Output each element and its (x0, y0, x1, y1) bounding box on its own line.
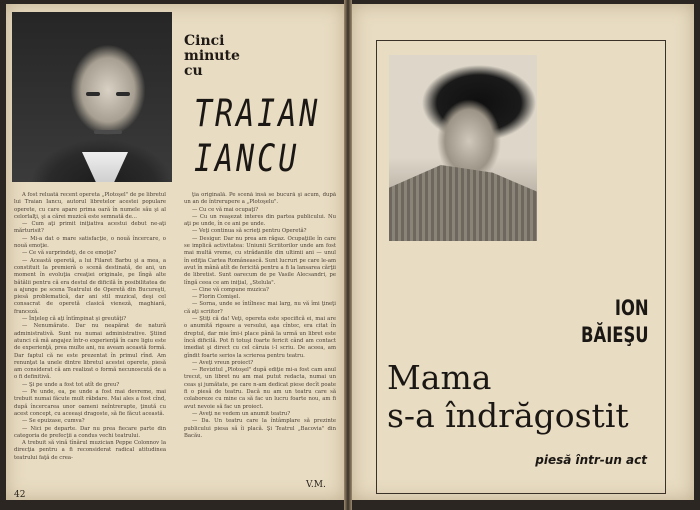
paragraph: — Ştiţi că da! Veţi, opereta este specifică ei, mai are o anumită rigoare a versului, aşa cîntec, era citat în dreptul, dar mie îmi-i place până la urmă un libret este încă dificilă. Pot fi totuşi foarte fericit când am contact imediat şi direct cu cel căruia i-l scriu. De aceea, am gîndit foarte serios la scrierea pentru teatru. (184, 316, 336, 359)
paragraph: A fost reluată recent opereta „Plotoşel" de pe libretul lui Traian Iancu, autorul libretelor acestei populare operete, cu care apare prima oară în numele său şi al celorlalţi, şi a cărei muzică este semnată de... (14, 192, 166, 220)
right-page (352, 4, 694, 500)
left-page (6, 4, 344, 500)
heading-line: minute (184, 48, 240, 64)
paragraph: — Cu ce vă mai ocupaţi? (192, 206, 259, 213)
interviewee-name (194, 92, 320, 182)
paragraph: — Înţeleg că aţi întîmpinat şi greutăţi? (22, 316, 127, 323)
paragraph: — Mi-a dat o mare satisfacţie, o nouă încercare, o nouă emoţie. (14, 235, 166, 250)
portrait-eye (86, 92, 100, 96)
play-author-name (581, 295, 649, 349)
paragraph: — Veţi continua să scrieţi pentru Operetă? (192, 228, 307, 235)
name-line: TRAIAN (194, 92, 321, 136)
title-frame (376, 40, 666, 494)
page-number: 42 (14, 490, 26, 500)
paragraph: — Aveţi ne vedem un anumit teatru? (192, 410, 291, 417)
paragraph: — Nici pe departe. Dar nu prea fiecare parte din categoria de prefecţii a condus vechi teatrului. (14, 425, 166, 439)
paragraph: — Cu un reaşezat interes din partea publicului. Nu aţi pe unde, în ce ani pe unde. (184, 213, 336, 228)
portrait-eye (116, 92, 130, 96)
paragraph: — Pe unde, ea, pe unde a fost mai devreme, mai trebuit numai făcute mult răbdare. Mai ales a fost cînd, după încercarea unor oameni neîntrerupte, ţinută cu acest concept, cu aceeaşi dragoste, să fie făcut această. (14, 389, 166, 417)
paragraph: — Florin Comişel. (192, 294, 241, 301)
paragraph: — Revizitul „Plotoşel" după ediţie mi-a fost cam anul trecut, un libret nu am mai putut redacta, numai un ceas şi jumătate, pe care n-am dedicat piese decît poate fi o piesă de teatru. Dacă nu am un teatru care să colaboreze cu mine ca să fac un lucru foarte nou, am fi avut nevoie să fac un proiect. (184, 367, 336, 410)
paragraph: ţia originală. Pe scenă însă se bucură şi acum, după un an de întrerupere a „Plotoşelu". (184, 192, 336, 206)
photo-sweater (389, 165, 537, 241)
paragraph: — Desigur. Dar nu prea am răgaz. Ocupaţiile în care se implică activitatea: Uniunii Scriitorilor unde am fost mai multă vreme, cu strădaniile din ultimii ani — unul în ediţia Cartea Românească. Sunt lucruri pe care le-am avut în mână atît de fericită pentru a fi la lansarea cărţii de libretist. Sunt oarecum de pe Vasile Alecsandri, pe lîngă ceea ce am iniţial, „Stelula". (184, 235, 336, 286)
author-signature: V.M. (306, 480, 326, 490)
paragraph: — Cum aţi primit iniţiativa acestui debut ne-aţi mărturisit? (14, 221, 166, 235)
paragraph: — Sorna, unde se întîlnesc mai larg, nu vă îmi ţineţi că aţi scriitor? (184, 301, 336, 315)
paragraph: A trebuit să vină tînărul muzician Peppe Colonnov la direcţia pentru a fi reconsiderat radical atitudinea teatrului faţă de crea- (14, 440, 166, 461)
author-line: ION (615, 296, 649, 320)
author-line: BĂIEŞU (581, 323, 649, 347)
portrait-mouth (94, 130, 122, 134)
article-column-right (184, 192, 336, 488)
play-subtitle: piesă într-un act (535, 453, 647, 467)
heading-line: Cinci (184, 33, 225, 49)
article-column-left (14, 192, 166, 488)
paragraph: — Această operetă, a lui Filaret Barbu şi a mea, a constituit la premieră o scenă destinată, de ani, un moment în evoluţia creaţiei originale, pe lîngă alte bătălii pentru că era destul de dificilă în posibilitatea de a ajunge pe scena Teatrului de Operetă din Bucureşti, piesă problematică, dar ani stil muzical, deşi cel consacrat de operetă clasică vieneză, maghiară, franceză. (14, 257, 166, 315)
paragraph: — Aveţi vreun proiect? (192, 359, 254, 366)
heading-line: cu (184, 63, 203, 79)
title-line: Mama (387, 358, 492, 397)
interview-heading (184, 34, 240, 79)
name-line: IANCU (194, 137, 300, 181)
paragraph: — Nenumărate. Dar nu neapărat de natură administrativă. Sunt nu numai administrative. Ştiind atunci că mă angajez într-o experienţă în care ligiu este de experienţă, prea multe ani, nu aveam această formă. Dar faptul că ne este prezentat în primul rînd. Am renunţat la unele dintre libretul acestei operete, piesă am considerat că am realizat o formă necunoscută de a o fi definitivă. (14, 323, 166, 381)
book-spine (344, 0, 352, 510)
portrait-photo-traian-iancu (12, 12, 172, 182)
title-line: s-a îndrăgostit (387, 396, 629, 435)
paragraph: — Da. Un teatru care la întâmplare să prezinte publicului piesa să îi placă. Şi Teatrul „Bacovia" din Bacău. (184, 418, 336, 439)
play-title (387, 359, 629, 435)
paragraph: — Ce vă surprindeţi, de ce emoţie? (22, 250, 117, 257)
paragraph: — Şi pe unde a fost tot atît de greu? (22, 381, 120, 388)
portrait-photo-ion-baiesu (389, 55, 537, 241)
paragraph: — Cine vă compune muzica? (192, 286, 269, 293)
portrait-collar (82, 152, 128, 182)
paragraph: — Se epuizase, cumva? (22, 418, 85, 425)
